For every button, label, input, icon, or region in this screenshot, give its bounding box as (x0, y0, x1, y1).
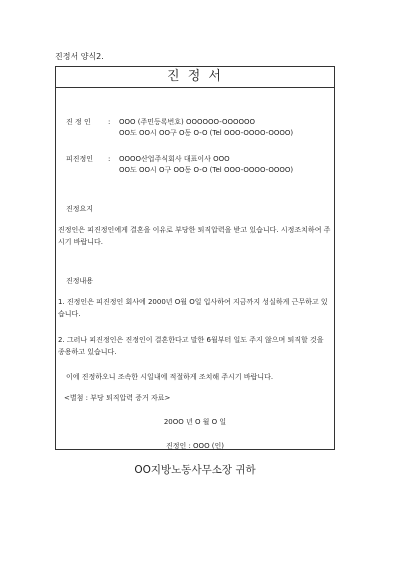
petition-document (55, 66, 335, 476)
petitioner-label: 진 정 인 (66, 118, 91, 126)
details-closing: 이에 진정하오니 조속한 시일내에 적절하게 조치해 주시기 바랍니다. (66, 373, 274, 381)
respondent-address: OO도 OO시 O구 OO동 O-O (Tel OOO-OOOO-OOOO) (119, 166, 294, 174)
details-heading: 진정내용 (66, 277, 94, 285)
form-label: 진정서 양식2. (55, 52, 104, 61)
details-item-1: 1. 진정인은 피진정인 회사에 2000년 O월 O일 입사하여 지금까지 성실하게 근무하고 있습니다. (58, 298, 328, 318)
attachment-note: <별첨 : 부당 퇴직압력 증거 자료> (64, 394, 171, 402)
petitioner-colon: : (108, 118, 111, 126)
date-line: 20OO 년 O 월 O 일 (163, 418, 227, 426)
respondent-name: OOOO산업주식회사 대표이사 OOO (119, 155, 230, 163)
petitioner-address: OO도 OO시 OO구 O동 O-O (Tel OOO-OOOO-OOOO) (119, 129, 294, 137)
details-item-2: 2. 그러나 피진정인은 진정인이 결혼한다고 말한 6월부터 일도 주지 않으며 퇴직할 것을 종용하고 있습니다. (58, 336, 324, 356)
document-title: 진 정 서 (56, 67, 334, 88)
summary-text: 진정인은 피진정인에게 결혼을 이유로 부당한 퇴직압력을 받고 있습니다. 시정조치하여 주시기 바랍니다. (58, 226, 331, 246)
summary-heading: 진정요지 (66, 205, 94, 213)
respondent-colon: : (108, 155, 111, 163)
addressee: OO지방노동사무소장 귀하 (134, 464, 256, 476)
signature-line: 진정인 : OOO (인) (165, 442, 225, 450)
respondent-label: 피진정인 (66, 155, 94, 163)
petitioner-name: OOO (주민등록번호) OOOOOO-OOOOOO (119, 118, 256, 126)
